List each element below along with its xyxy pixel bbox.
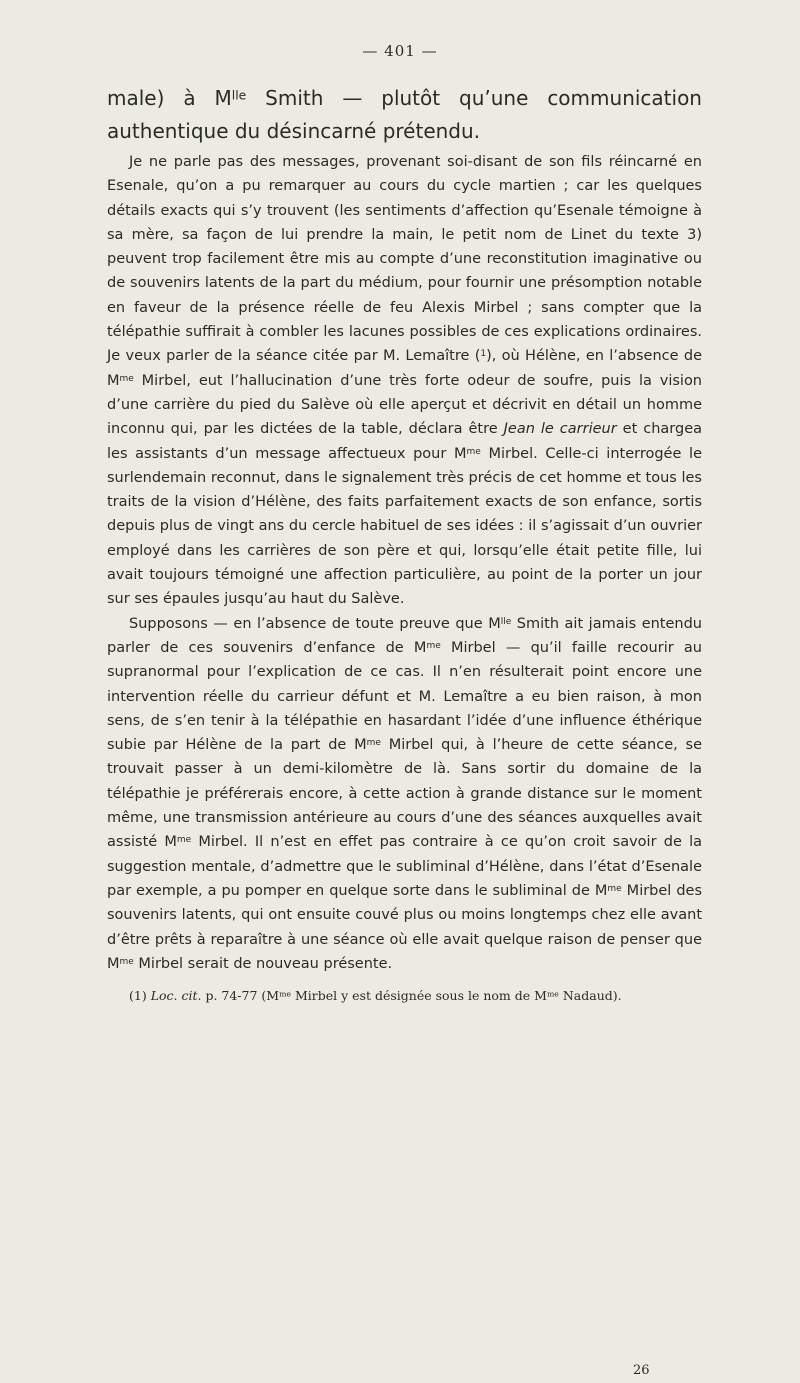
- paragraph-2: [107, 612, 702, 976]
- page-text: [107, 82, 702, 1006]
- p2-sup-3: me: [366, 738, 381, 749]
- p1-text-5: Mirbel. Celle-ci interrogée le surlendemain reconnut, dans le signalement très précis de cet homme et tous les traits de la vision d’Hélène, des faits parfaitement exacts de son enfance, sortis depuis plus de vingt ans du cercle habituel de ses idées : il s’agissait d’un ouvrier employé dans les carrières de son père et qui, lorsqu’elle était petite fille, lui avait toujours témoigné une affection particulière, au point de la porter un jour sur ses épaules jusqu’au haut du Salève.: [107, 445, 702, 608]
- lead-paragraph: [107, 82, 702, 148]
- footnote-text-3: Mirbel y est désignée sous le nom de M: [291, 988, 547, 1004]
- p2-text-7: Mirbel serait de nouveau présente.: [133, 955, 393, 972]
- p1-sup-4: me: [466, 446, 481, 457]
- footnote-mark: (1): [129, 988, 147, 1004]
- lead-sup: lle: [231, 87, 247, 103]
- footnote-loc-cit: Loc. cit.: [146, 988, 202, 1004]
- p1-text-1: Je ne parle pas des messages, provenant soi-disant de son fils réincarné en Esenale, qu’on a pu remarquer au cours du cycle martien ; car les quelques détails exacts qui s’y trouvent (les sentiments d’affection qu’Esenale témoigne à sa mère, sa façon de lui prendre la main, le petit nom de Linet du texte 3) peuvent trop facilement être mis au compte d’une reconstitution imaginative ou de souvenirs latents de la part du médium, pour fournir une présomption notable en faveur de la présence réelle de feu Alexis Mirbel ; sans compter que la télépathie suffirait à combler les lacunes possibles de ces explications ordinaires. Je veux parler de la séance citée par M. Lemaître (: [107, 154, 702, 365]
- footnote: [107, 986, 702, 1006]
- p2-sup-4: me: [176, 835, 192, 846]
- p1-text-3: Mirbel, eut l’hallucination d’une très forte odeur de soufre, puis la vision d’une carrière du pied du Salève où elle aperçut et décrivit en détail un homme inconnu qui, par les dictées de la table, déclara être: [107, 372, 702, 438]
- footnote-ref[interactable]: 1: [480, 349, 487, 360]
- p2-text-5: Mirbel. Il n’est en effet pas contraire à ce qu’on croit savoir de la suggestion mentale, d’admettre que le subliminal d’Hélène, dans l’état d’Esenale par exemple, a pu pomper en quelque sorte dans le subliminal de M: [107, 834, 702, 899]
- signature-mark: 26: [633, 1363, 650, 1378]
- p2-text-4: Mirbel qui, à l’heure de cette séance, se trouvait passer à un demi-kilomètre de là. Sans sortir du domaine de la télépathie je préférerais encore, à cette action à grande distance sur le moment même, une transmission antérieure au cours d’une des séances auxquelles avait assisté M: [107, 737, 702, 851]
- p2-sup-5: me: [607, 883, 622, 894]
- footnote-sup-2: me: [279, 989, 292, 999]
- lead-text-1: male) à M: [107, 86, 232, 110]
- footnote-text-2: p. 74-77 (M: [201, 988, 280, 1004]
- p2-text-1: Supposons — en l’absence de toute preuve que M: [129, 615, 501, 632]
- lead-text-2: Smith — plutôt qu’une communication authentique du désincarné prétendu.: [107, 86, 702, 143]
- p2-text-6: Mirbel des souvenirs latents, qui ont ensuite couvé plus ou moins longtemps chez elle avant d’être prêts à reparaître à une séance où elle avait quelque raison de penser que M: [107, 882, 702, 972]
- p2-sup-2: me: [426, 640, 441, 651]
- p1-text-2: ), où Hélène, en l’absence de M: [107, 348, 702, 389]
- p2-text-2: Smith ait jamais entendu parler de ces souvenirs d’enfance de M: [107, 615, 702, 656]
- footnote-text-4: Nadaud).: [558, 988, 622, 1004]
- p2-sup-6: me: [119, 956, 134, 967]
- p1-text-4: et chargea les assistants d’un message affectueux pour M: [107, 421, 703, 462]
- p1-italic-name: Jean le carrieur: [503, 421, 617, 438]
- footnote-sup-3: me: [546, 989, 559, 999]
- page-number: — 401 —: [362, 42, 438, 60]
- p2-text-3: Mirbel — qu’il faille recourir au supranormal pour l’explication de ce cas. Il n’en résulterait point encore une intervention réelle du carrieur défunt et M. Lemaître a eu bien raison, à mon sens, de s’en tenir à la télépathie en hasardant l’idée d’une influence éthérique subie par Hélène de la part de M: [107, 639, 702, 754]
- p2-sup-1: lle: [500, 616, 512, 627]
- paragraph-1: [107, 150, 702, 612]
- p1-sup-2: me: [119, 373, 134, 384]
